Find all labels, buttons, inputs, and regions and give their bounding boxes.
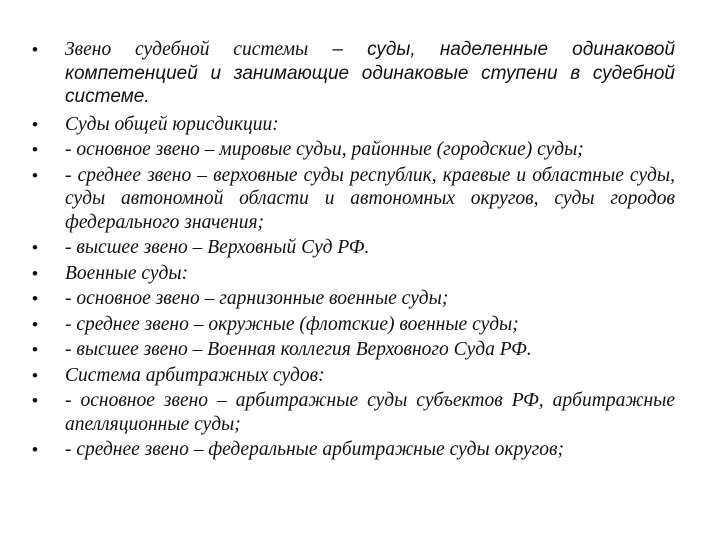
bullet-dot-icon: • [32,440,38,459]
bullet-list [30,38,675,464]
bullet-item-arbitration-courts [30,364,675,388]
bullet-item-general-basic [30,138,675,162]
bullet-text: - основное звено – мировые судьи, районные (городские) суды; [65,139,584,160]
bullet-text: - высшее звено – Верховный Суд РФ. [65,237,370,258]
bullet-item-military-higher [30,338,675,362]
bullet-text: Военные суды: [65,262,189,284]
bullet-dot-icon: • [32,314,38,334]
bullet-text: - среднее звено – федеральные арбитражные суды округов; [65,439,564,460]
definition-text: – суды, наделенные одинаковой компетенцией и занимающие одинаковые ступени в судебной системе. [65,39,676,107]
bullet-dot-icon: • [32,263,38,283]
bullet-text: Суды общей юрисдикции: [65,113,279,135]
bullet-text: Система арбитражных судов: [65,364,325,386]
bullet-item-general-middle [30,164,675,235]
bullet-item-arbitration-basic [30,389,675,436]
bullet-dot-icon: • [32,340,38,359]
bullet-item-arbitration-middle [30,438,675,462]
bullet-text: - среднее звено – окружные (флотские) военные суды; [65,313,519,335]
bullet-dot-icon: • [32,140,38,159]
bullet-dot-icon: • [32,40,38,59]
bullet-item-general-courts [30,113,675,137]
bullet-text: - основное звено – гарнизонные военные суды; [65,288,449,309]
bullet-dot-icon: • [32,289,38,308]
bullet-text: - высшее звено – Военная коллегия Верховного Суда РФ. [65,339,532,360]
bullet-dot-icon: • [32,391,38,410]
bullet-dot-icon: • [32,238,38,257]
bullet-item-general-higher [30,236,675,260]
bullet-item-military-middle [30,313,675,337]
definition-term: Звено судебной системы [65,39,309,60]
bullet-dot-icon: • [32,365,38,385]
bullet-item-definition [30,38,675,109]
bullet-dot-icon: • [32,114,38,134]
bullet-item-military-basic [30,287,675,311]
bullet-text: - среднее звено – верховные суды республик, краевые и областные суды, суды автономной области и автономных округов, суды городов федерального значения; [65,164,675,233]
bullet-item-military-courts [30,262,675,286]
bullet-dot-icon: • [32,165,38,185]
bullet-text: - основное звено – арбитражные суды субъектов РФ, арбитражные апелляционные суды; [65,390,675,435]
